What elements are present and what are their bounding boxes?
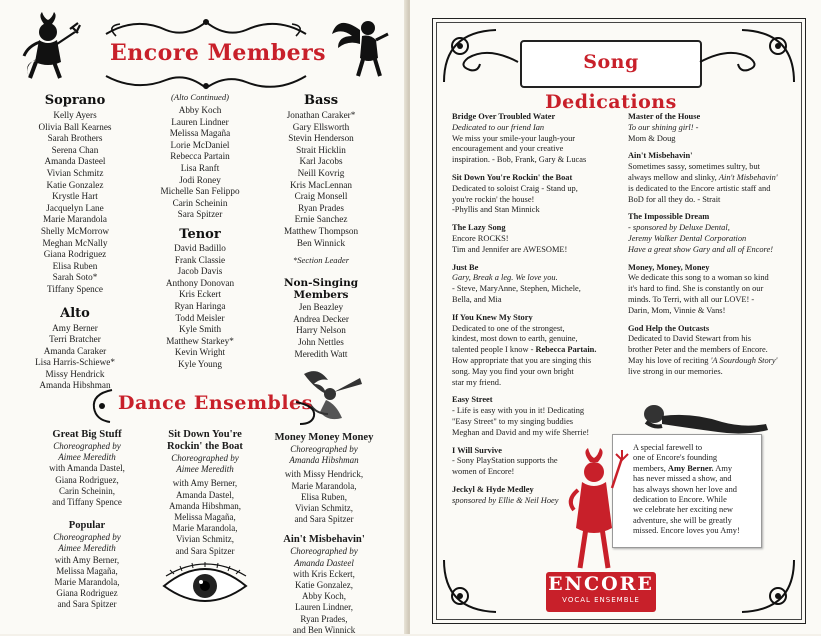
list-item: Kevin Wright: [174, 347, 226, 358]
farewell-text: has always shown her love and: [633, 484, 737, 494]
alto-continued-list: [140, 105, 260, 221]
cherub-icon: [330, 10, 400, 84]
dedication-justbe: [452, 263, 622, 306]
list-item: Katie Gonzalez: [46, 179, 104, 190]
list-item: Melissa Magaña: [169, 128, 231, 139]
list-item: Abby Koch: [178, 105, 222, 115]
list-item: Todd Meisler: [175, 312, 225, 323]
song-title: Jeckyl & Hyde Medley: [452, 484, 534, 494]
dedication-text: [628, 356, 800, 367]
list-item: Serena Chan: [51, 144, 99, 155]
dance-title: Sit Down You're: [168, 429, 242, 440]
dedication-text: We dedicate this song to a woman so kind: [628, 273, 769, 283]
list-item: Amanda Dastel,: [176, 489, 234, 500]
farewell-text: adventure, she will be greatly: [633, 515, 732, 525]
dedication-text: brother Peter and the members of Encore.: [628, 345, 768, 355]
dedication-text: Darin, Mom, Vinnie & Vans!: [628, 305, 726, 315]
list-item: Michelle San Felippo: [160, 186, 240, 197]
farewell-text: has never missed a show, and: [633, 474, 732, 484]
dedication-text: Encore ROCKS!: [452, 233, 509, 243]
dance-chor-name: Aimee Meredith: [176, 464, 234, 475]
dance-chor-name: Amanda Dasteel: [294, 557, 354, 568]
song-title: God Help the Outcasts: [628, 323, 710, 333]
dedications-column-2: [628, 112, 800, 385]
dance-chor-label: Choreographed by: [53, 441, 121, 451]
list-item: Carin Scheinin: [172, 197, 228, 208]
corner-flourish-bottom-left: [440, 556, 500, 616]
alto-list: [20, 323, 130, 393]
list-item: Giana Rodriguez,: [55, 474, 119, 485]
dedication-text: [452, 345, 622, 356]
list-item: Craig Monsell: [294, 191, 348, 202]
corner-flourish-bottom-right: [738, 556, 798, 616]
list-item: Amanda Hibshman: [39, 380, 111, 391]
dance-ensembles-title: Dance Ensembles: [118, 392, 313, 414]
dedication-text: "Easy Street" to my singing buddies: [452, 416, 574, 426]
list-item: Kyle Young: [178, 358, 222, 369]
dedication-text: Meghan and David and my wife Sherrie!: [452, 427, 590, 437]
dedication-outcasts: [628, 324, 800, 378]
flourish-ornament-top: [96, 14, 326, 42]
list-item: Kelly Ayers: [53, 110, 97, 120]
dedication-text: minds. To Terri, with all our LOVE! -: [628, 294, 755, 304]
banner-scroll-right: [698, 44, 764, 80]
dedication-text: Dedicated to David Stewart from his: [628, 334, 752, 344]
list-item: Sara Spitzer: [177, 209, 223, 220]
song-title: Sit Down You're Rockin' the Boat: [452, 172, 573, 182]
list-item: with Amy Berner,: [54, 554, 120, 565]
dance-chor-name: Amanda Hibshman: [289, 455, 359, 466]
dedication-subtitle: sponsored by Ellie & Neil Hoey: [452, 495, 559, 505]
list-item: Melissa Magaña,: [56, 565, 118, 576]
alto-heading: Alto: [60, 305, 90, 321]
song-title: I Will Survive: [452, 445, 502, 455]
list-item: Shelly McMorrow: [40, 225, 110, 236]
dedication-text: inspiration. - Bob, Frank, Gary & Lucas: [452, 155, 587, 165]
list-item: Krystle Hart: [52, 191, 98, 202]
dedication-sitdown: [452, 173, 622, 216]
banner-scroll-left: [454, 44, 520, 80]
honoree-name: Amy Berner.: [667, 463, 714, 473]
logo-subtext: VOCAL ENSEMBLE: [562, 596, 640, 604]
dedication-text: -Phyllis and Stan Minnick: [452, 205, 540, 215]
tenor-list: [140, 243, 260, 371]
list-item: Matthew Thompson: [283, 225, 359, 236]
dedication-dream: [628, 212, 800, 255]
dedication-subtitle: Dedicated to our friend Ian: [452, 122, 545, 132]
song-dedications-title: Song Dedications: [545, 51, 677, 113]
list-item: Jonathan Caraker*: [286, 110, 356, 120]
dedication-text: [628, 173, 800, 184]
list-item: Marie Marandola,: [54, 577, 120, 588]
bass-heading: Bass: [303, 93, 339, 108]
left-page: [0, 0, 408, 634]
dedication-master: [628, 112, 800, 144]
dedication-text: is dedicated to the Encore artistic staff and: [628, 183, 771, 193]
dance-sit-down: [150, 429, 260, 557]
farewell-text: [633, 464, 759, 474]
farewell-text: missed. Encore loves you Amy!: [633, 526, 740, 536]
list-item: and Sara Spitzer: [175, 545, 235, 556]
scroll-left-ornament: [88, 384, 116, 426]
list-item: with Missy Hendrick,: [284, 469, 364, 480]
dance-chor-label: Choreographed by: [171, 453, 239, 463]
red-devil-mascot: [560, 448, 630, 578]
dedication-text: Dedicated to one of the strongest,: [452, 323, 565, 333]
dance-chor-label: Choreographed by: [53, 532, 121, 543]
list-item: Tiffany Spence: [47, 283, 103, 294]
list-item: Vivian Schmitz: [46, 167, 104, 178]
list-item: Missy Hendrick: [45, 368, 105, 379]
list-item: Meghan McNally: [42, 237, 108, 248]
list-item: Amy Berner: [52, 322, 98, 333]
dedication-subtitle: Jeremy Walker Dental Corporation: [628, 233, 747, 243]
farewell-text: we celebrate her exciting new: [633, 505, 733, 515]
dedication-text: live strong in our memories.: [628, 366, 723, 376]
dedication-money: [628, 263, 800, 317]
farewell-card: [612, 434, 762, 548]
soprano-heading: Soprano: [44, 93, 106, 108]
list-item: Rebecca Partain: [170, 151, 230, 162]
devil-icon: [14, 10, 88, 84]
dance-title: Money Money Money: [274, 432, 374, 443]
list-item: Katie Gonzalez,: [295, 580, 353, 591]
list-item: with Kris Eckert,: [293, 568, 355, 579]
dance-chor-name: Aimee Meredith: [58, 543, 116, 554]
farewell-text: dedication to Encore. While: [633, 495, 727, 505]
song-title: The Lazy Song: [452, 223, 506, 233]
song-title: If You Knew My Story: [452, 312, 533, 322]
dance-title: Rockin' the Boat: [167, 441, 243, 452]
dedication-ifyouknew: [452, 313, 622, 389]
list-item: Matthew Starkey*: [166, 335, 234, 346]
dedication-text: We miss your smile-your laugh-your: [452, 133, 576, 143]
song-title: Just Be: [452, 262, 479, 272]
list-item: Gary Ellsworth: [292, 121, 350, 132]
song-reference: 'A Sourdough Story': [710, 355, 778, 365]
list-item: Neill Kovrig: [297, 167, 345, 178]
song-dedications-banner: [520, 40, 702, 113]
encore-members-title: Encore Members: [110, 40, 327, 66]
scroll-right-ornament: [292, 396, 320, 428]
flourish-ornament-bottom: [96, 72, 326, 94]
dedication-subtitle: Gary, Break a leg. We love you.: [452, 273, 558, 283]
list-item: Meredith Watt: [294, 348, 348, 359]
list-item: Terri Bratcher: [49, 334, 101, 345]
list-item: Jen Beazley: [298, 302, 344, 313]
song-title: Ain't Misbehavin': [628, 151, 693, 161]
song-title: Easy Street: [452, 395, 493, 405]
list-item: David Badillo: [174, 242, 226, 253]
farewell-text: one of Encore's founding: [633, 453, 718, 463]
list-item: Harry Nelson: [296, 325, 346, 336]
dedication-easy: [452, 395, 622, 438]
list-item: Lisa Harris-Schiewe*: [35, 357, 115, 368]
dedication-text: encouragement and your creative: [452, 144, 564, 154]
list-item: Sarah Brothers: [47, 133, 103, 144]
song-title: The Impossible Dream: [628, 212, 710, 222]
list-item: Lisa Ranft: [180, 162, 220, 173]
list-item: Ryan Haringa: [174, 300, 226, 311]
dance-title: Great Big Stuff: [52, 429, 122, 440]
dedication-text: Bella, and Mia: [452, 294, 502, 304]
list-item: John Nettles: [298, 336, 344, 347]
list-item: Jacob Davis: [177, 266, 223, 277]
list-item: Marie Marandola,: [172, 523, 238, 534]
dedication-text-part: May his love of reciting: [628, 355, 711, 365]
list-item: Olivia Ball Kearnes: [38, 121, 112, 132]
logo-text: ENCORE: [548, 573, 654, 595]
dedication-subtitle: - sponsored by Deluxe Dental,: [628, 223, 730, 233]
list-item: Jacquelyn Lane: [46, 202, 104, 213]
non-singing-list: [262, 302, 380, 360]
list-item: Jodi Roney: [179, 174, 221, 185]
list-item: Lorie McDaniel: [170, 139, 230, 150]
song-reference: Ain't Misbehavin': [718, 172, 778, 182]
tenor-heading: Tenor: [179, 226, 221, 242]
dedication-text: Dedicated to soloist Craig - Stand up,: [452, 183, 578, 193]
dedication-misbehavin: [628, 151, 800, 205]
dedication-subtitle: To our shining girl! -: [628, 122, 699, 132]
dedication-text: - Steve, MaryAnne, Stephen, Michele,: [452, 284, 581, 294]
section-leader-note: *Section Leader: [292, 255, 350, 266]
list-item: Giana Rodriguez: [43, 249, 107, 260]
list-item: Vivian Schmitz,: [176, 534, 234, 545]
list-item: Giana Rodriguez: [56, 588, 118, 599]
list-item: Melissa Magaña,: [174, 512, 236, 523]
dance-title: Ain't Misbehavin': [283, 534, 365, 546]
list-item: and Tiffany Spence: [52, 497, 122, 508]
dedication-subtitle: Have a great show Gary and all of Encore!: [628, 244, 773, 254]
list-item: Stevin Henderson: [288, 133, 354, 144]
list-item: and Ben Winnick: [292, 624, 356, 635]
list-item: Amanda Dasteel: [44, 156, 106, 167]
farewell-text: A special farewell to: [633, 443, 703, 452]
list-item: Amanda Hibshman,: [169, 500, 241, 511]
list-item: Ryan Prades,: [300, 613, 348, 624]
list-item: Strait Hicklin: [296, 144, 346, 155]
dedication-text: - Sony PlayStation supports the: [452, 456, 558, 466]
song-title: Money, Money, Money: [628, 262, 710, 272]
song-title: Master of the House: [628, 112, 701, 121]
dedication-text: - Life is easy with you in it! Dedicating: [452, 406, 585, 416]
list-item: Frank Classie: [174, 254, 226, 265]
eye-icon: [160, 560, 250, 610]
dance-chor-name: Aimee Meredith: [58, 452, 116, 463]
list-item: Lauren Lindner: [171, 116, 229, 127]
list-item: Karl Jacobs: [299, 156, 343, 167]
dedication-text: BoD for all they do. - Strait: [628, 194, 721, 204]
dance-chor-label: Choreographed by: [290, 546, 358, 557]
list-item: Kris Eckert: [178, 289, 222, 300]
list-item: Abby Koch,: [302, 591, 346, 602]
list-item: Vivian Schmitz,: [295, 503, 353, 514]
encore-logo: [546, 572, 656, 612]
list-item: Lauren Lindner,: [294, 602, 354, 613]
list-item: Ryan Prades: [298, 202, 344, 213]
soprano-list: [20, 110, 130, 296]
dedication-text: kindest, most down to earth, genuine,: [452, 334, 578, 344]
list-item: Marie Marandola,: [291, 480, 357, 491]
list-item: Marie Marandola: [42, 214, 108, 225]
dance-great-big-stuff: [32, 429, 142, 611]
dance-title: Popular: [68, 520, 106, 532]
bass-list: [262, 110, 380, 249]
list-item: and Sara Spitzer: [294, 514, 354, 525]
dedication-text: Tim and Jennifer are AWESOME!: [452, 244, 568, 254]
list-item: Kyle Smith: [178, 324, 222, 335]
list-item: Elisa Ruben,: [301, 491, 347, 502]
dedication-text: song. May you find your own bright: [452, 366, 574, 376]
list-item: Andrea Decker: [293, 313, 349, 324]
farewell-text-part: Amy: [713, 463, 733, 473]
list-item: Amanda Caraker: [43, 345, 107, 356]
alto-continued-heading: (Alto Continued): [171, 92, 229, 102]
dance-money: [262, 432, 386, 636]
dedication-text-part: always mellow and slinky,: [628, 172, 719, 182]
farewell-text-part: members,: [633, 463, 668, 473]
dedication-text: Mom & Doug: [628, 133, 676, 143]
list-item: Kris MacLennan: [290, 179, 352, 190]
list-item: and Sara Spitzer: [57, 599, 117, 610]
list-item: with Amy Berner,: [172, 478, 238, 489]
dedication-text: Sometimes sassy, sometimes sultry, but: [628, 162, 760, 172]
list-item: Elisa Ruben: [52, 260, 98, 271]
honoree-name: Rebecca Partain.: [535, 345, 597, 355]
non-singing-heading: Non-Singing Members: [283, 277, 359, 302]
dedication-bridge: [452, 112, 622, 166]
list-item: Sarah Soto*: [52, 272, 98, 283]
list-item: Ernie Sanchez: [294, 214, 348, 225]
dedication-text: star my friend.: [452, 377, 502, 387]
dedication-text: you're rockin' the house!: [452, 194, 535, 204]
list-item: Anthony Donovan: [165, 277, 235, 288]
list-item: Carin Scheinin,: [59, 485, 115, 496]
dedication-text-part: talented people I know -: [452, 345, 536, 355]
dedication-text: women of Encore!: [452, 467, 515, 477]
song-title: Bridge Over Troubled Water: [452, 112, 556, 121]
list-item: Ben Winnick: [296, 237, 346, 248]
dance-chor-label: Choreographed by: [290, 444, 358, 454]
dedication-text: it's hard to find. She is constantly on our: [628, 284, 764, 294]
list-item: with Amanda Dastel,: [49, 463, 125, 474]
dedication-text: How appropriate that you are singing this: [452, 355, 592, 365]
dedication-lazy: [452, 223, 622, 255]
